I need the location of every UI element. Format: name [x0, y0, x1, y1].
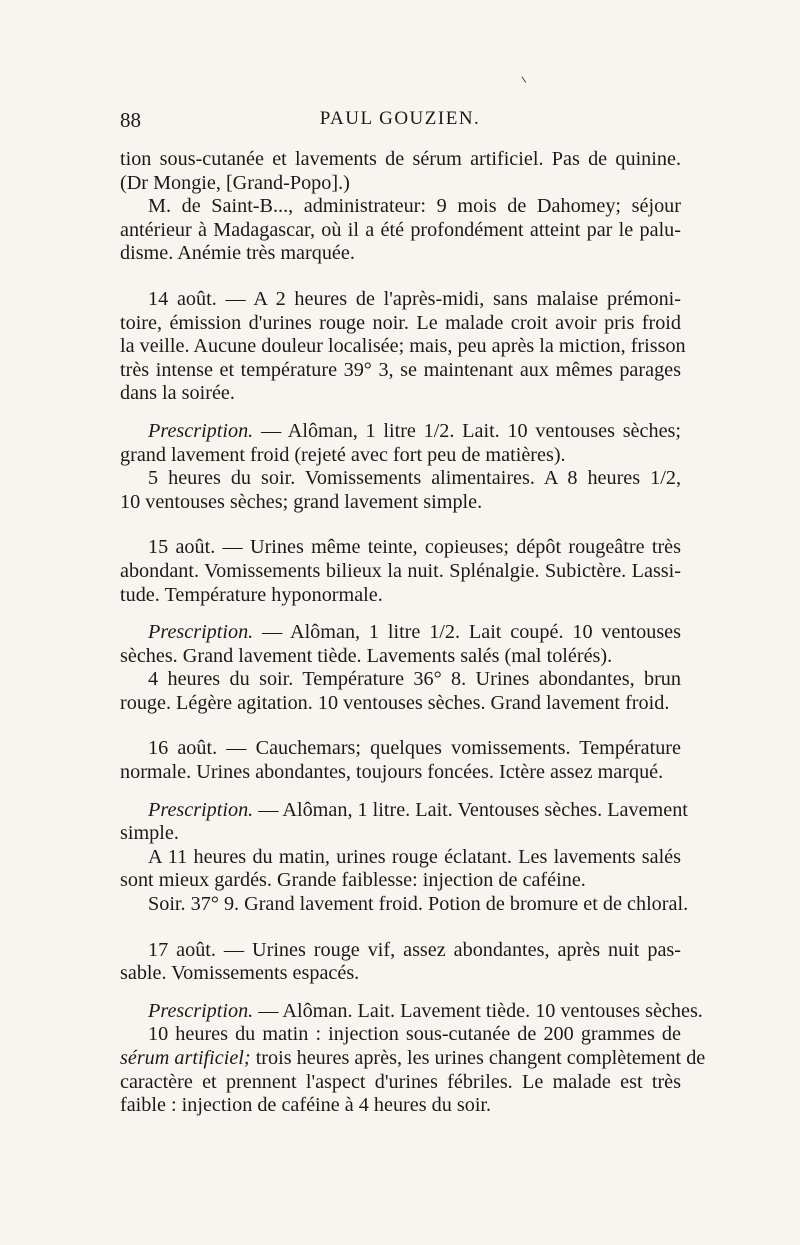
text-line: 4 heures du soir. Température 36° 8. Urines abondantes, brun — [148, 668, 681, 691]
text-line: tude. Température hyponormale. — [120, 583, 383, 606]
text-line: la veille. Aucune douleur localisée; mais, peu après la miction, frisson — [120, 335, 686, 358]
text-line: Soir. 37° 9. Grand lavement froid. Potion de bromure et de chloral. — [148, 893, 689, 916]
text-line: simple. — [120, 822, 179, 845]
page-number: 88 — [120, 108, 141, 132]
text-line: faible : injection de caféine à 4 heures du soir. — [120, 1094, 492, 1117]
text-line: grand lavement froid (rejeté avec fort peu de matières). — [120, 443, 566, 466]
text-line: 15 août. — Urines même teinte, copieuses; dépôt rougeâtre très — [148, 536, 681, 559]
text-line: normale. Urines abondantes, toujours foncées. Ictère assez marqué. — [120, 761, 664, 784]
text-line: caractère et prennent l'aspect d'urines fébriles. Le malade est très — [120, 1070, 681, 1093]
stray-ink-mark — [521, 74, 529, 83]
text-line: disme. Anémie très marquée. — [120, 242, 355, 265]
prescription-label: Prescription. — [148, 621, 254, 644]
text-line: très intense et température 39° 3, se maintenant aux mêmes parages — [120, 358, 681, 381]
prescription-label: Prescription. — [148, 798, 254, 821]
text-line: Prescription. — Alôman, 1 litre 1/2. Lait coupé. 10 ventouses — [148, 621, 681, 644]
running-title: PAUL GOUZIEN. — [319, 108, 481, 129]
body-text — [120, 148, 706, 1118]
prescription-label: Prescription. — [148, 999, 254, 1022]
text-line: 14 août. — A 2 heures de l'après-midi, sans malaise prémoni- — [148, 287, 681, 310]
page-header — [120, 108, 680, 142]
text-line: dans la soirée. — [120, 382, 235, 405]
text-line: sérum artificiel; trois heures après, les urines changent complètement de — [120, 1047, 706, 1069]
text-line: sable. Vomissements espacés. — [120, 962, 360, 985]
text-line: abondant. Vomissements bilieux la nuit. Splénalgie. Subictère. Lassi- — [120, 559, 681, 582]
text-line: 10 ventouses sèches; grand lavement simple. — [120, 490, 483, 513]
text-line: tion sous-cutanée et lavements de sérum artificiel. Pas de quinine. — [120, 148, 681, 170]
text-line: toire, émission d'urines rouge noir. Le malade croit avoir pris froid — [120, 311, 681, 334]
text-line: 17 août. — Urines rouge vif, assez abondantes, après nuit pas- — [148, 938, 681, 961]
serum-term: sérum artificiel; — [120, 1047, 251, 1069]
text-line: Prescription. — Alôman, 1 litre. Lait. Ventouses sèches. Lavement — [148, 798, 688, 821]
text-line: (Dr Mongie, [Grand-Popo].) — [120, 171, 350, 194]
text-line: Prescription. — Alôman. Lait. Lavement tiède. 10 ventouses sèches. — [148, 999, 703, 1022]
text-line: rouge. Légère agitation. 10 ventouses sèches. Grand lavement froid. — [120, 691, 670, 714]
text-line: M. de Saint-B..., administrateur: 9 mois de Dahomey; séjour — [148, 195, 681, 218]
text-line: Prescription. — Alôman, 1 litre 1/2. Lait. 10 ventouses sèches; — [148, 419, 681, 442]
text-line: A 11 heures du matin, urines rouge éclatant. Les lavements salés — [148, 845, 681, 868]
text-line: sont mieux gardés. Grande faiblesse: injection de caféine. — [120, 869, 586, 892]
text-line: 5 heures du soir. Vomissements alimentaires. A 8 heures 1/2, — [148, 467, 681, 490]
text-line: sèches. Grand lavement tiède. Lavements salés (mal tolérés). — [120, 644, 613, 667]
text-line: antérieur à Madagascar, où il a été profondément atteint par le palu- — [120, 218, 681, 241]
prescription-label: Prescription. — [148, 419, 254, 442]
text-line: 10 heures du matin : injection sous-cutanée de 200 grammes de — [148, 1023, 681, 1046]
text-line: 16 août. — Cauchemars; quelques vomissements. Température — [148, 737, 681, 760]
